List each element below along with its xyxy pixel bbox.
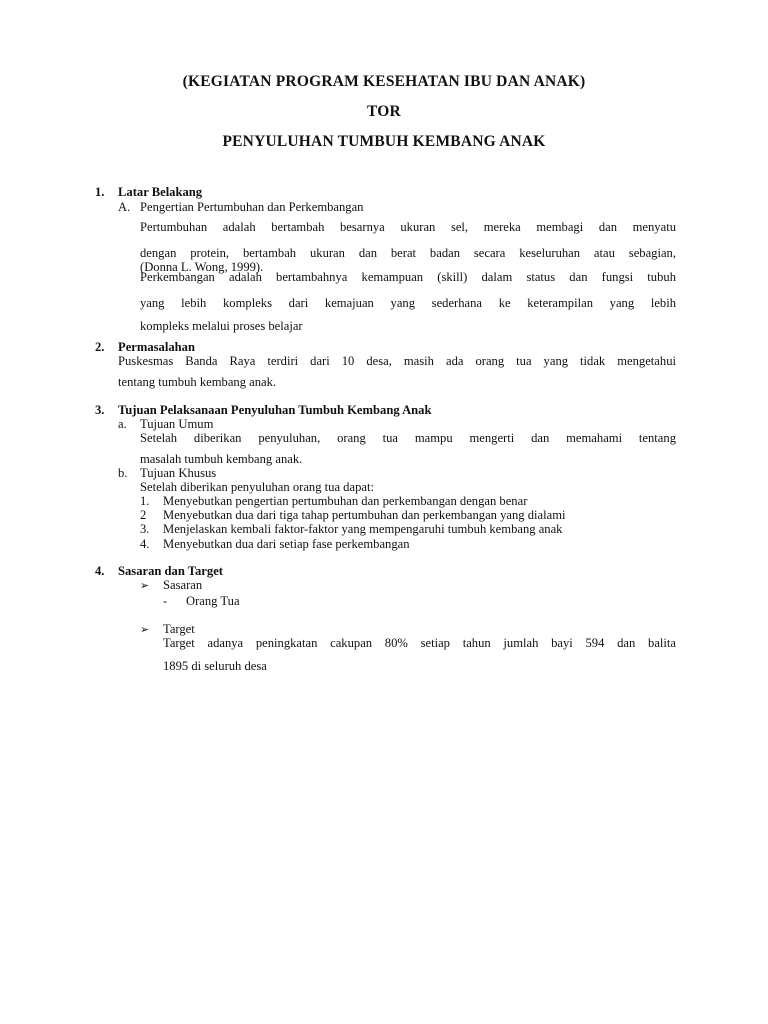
section-2-paragraph	[118, 354, 676, 390]
list-item-number: 2	[140, 508, 147, 522]
section-3-b-intro: Setelah diberikan penyuluhan orang tua dapat:	[140, 480, 374, 494]
text-line: dengan protein, bertambah ukuran dan berat badan secara keseluruhan atau sebagian,	[140, 246, 676, 260]
section-1-paragraph-2	[140, 270, 676, 334]
section-3-title: Tujuan Pelaksanaan Penyuluhan Tumbuh Kembang Anak	[118, 403, 432, 417]
header-line-1: (KEGIATAN PROGRAM KESEHATAN IBU DAN ANAK)	[182, 73, 586, 90]
text-line: Perkembangan adalah bertambahnya kemampuan (skill) dalam status dan fungsi tubuh	[140, 270, 676, 284]
text-line: Pertumbuhan adalah bertambah besarnya ukuran sel, mereka membagi dan menyatu	[140, 220, 676, 234]
section-2-number: 2.	[95, 340, 105, 354]
list-item-text: Menyebutkan dua dari tiga tahap pertumbuhan dan perkembangan yang dialami	[163, 508, 566, 522]
list-item-text: Menyebutkan dua dari setiap fase perkembangan	[163, 537, 410, 551]
text-line: Setelah diberikan penyuluhan, orang tua mampu mengerti dan memahami tentang	[140, 431, 676, 445]
sasaran-item: Orang Tua	[186, 594, 240, 608]
section-3-b-title: Tujuan Khusus	[140, 466, 217, 480]
section-1-sub-marker: A.	[118, 200, 131, 214]
section-3-a-title: Tujuan Umum	[140, 417, 214, 431]
arrow-bullet-icon: ➢	[140, 579, 150, 592]
section-1-paragraph-1	[140, 214, 676, 275]
list-item-number: 1.	[140, 494, 150, 508]
section-1-number: 1.	[95, 185, 105, 199]
arrow-bullet-icon: ➢	[140, 623, 150, 636]
target-paragraph	[163, 636, 676, 674]
text-line: Target adanya peningkatan cakupan 80% setiap tahun jumlah bayi 594 dan balita	[163, 636, 676, 650]
text-line: tentang tumbuh kembang anak.	[118, 375, 277, 389]
section-3-a-marker: a.	[118, 417, 127, 431]
text-line: masalah tumbuh kembang anak.	[140, 452, 303, 466]
text-line: (Donna L. Wong, 1999).	[140, 260, 264, 274]
sasaran-title: Sasaran	[163, 578, 203, 592]
section-4-title: Sasaran dan Target	[118, 564, 223, 578]
target-title: Target	[163, 622, 195, 636]
section-2-title: Permasalahan	[118, 340, 195, 354]
header-line-2: TOR	[367, 103, 401, 120]
list-item-text: Menyebutkan pengertian pertumbuhan dan perkembangan dengan benar	[163, 494, 528, 508]
list-item-number: 4.	[140, 537, 150, 551]
text-line: yang lebih kompleks dari kemajuan yang sederhana ke keterampilan yang lebih	[140, 296, 676, 310]
list-item-text: Menjelaskan kembali faktor-faktor yang mempengaruhi tumbuh kembang anak	[163, 522, 563, 536]
text-line: kompleks melalui proses belajar	[140, 319, 303, 333]
text-line: Puskesmas Banda Raya terdiri dari 10 desa, masih ada orang tua yang tidak mengetahui	[118, 354, 676, 368]
section-3-b-marker: b.	[118, 466, 128, 480]
section-1-sub-title: Pengertian Pertumbuhan dan Perkembangan	[140, 200, 364, 214]
section-4-number: 4.	[95, 564, 105, 578]
section-1-title: Latar Belakang	[118, 185, 203, 199]
section-3-number: 3.	[95, 403, 105, 417]
list-item-number: 3.	[140, 522, 150, 536]
dash-marker: -	[163, 594, 168, 608]
header-line-3: PENYULUHAN TUMBUH KEMBANG ANAK	[222, 133, 546, 150]
section-3-a-paragraph	[140, 431, 676, 467]
text-line: 1895 di seluruh desa	[163, 659, 267, 673]
